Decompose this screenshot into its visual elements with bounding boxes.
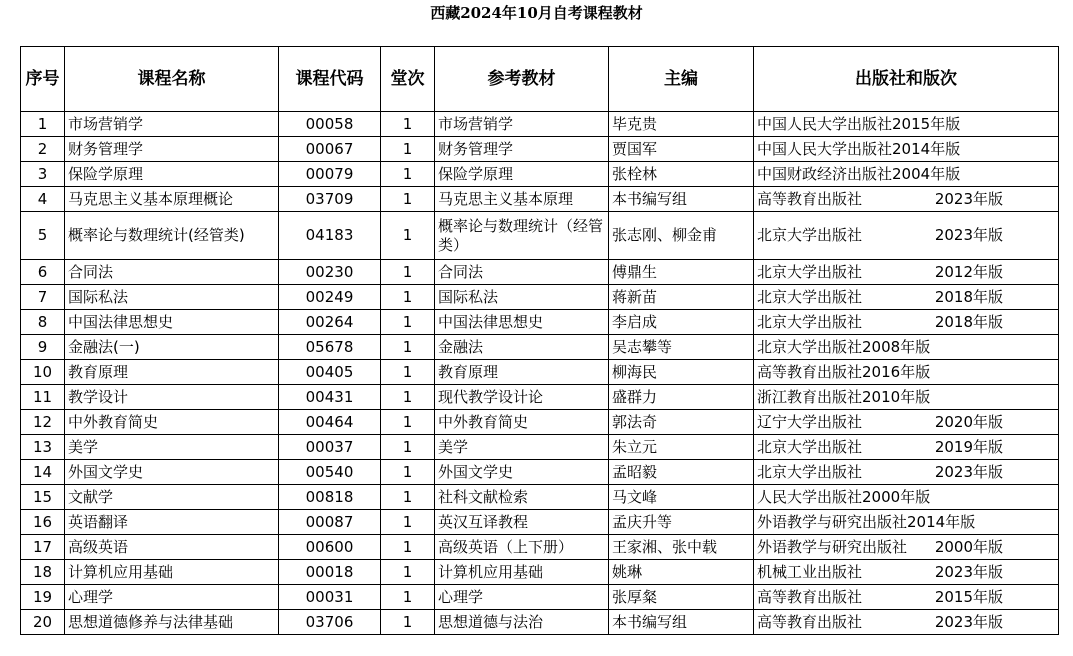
table-row bbox=[21, 162, 1059, 187]
table-body bbox=[21, 112, 1059, 635]
publisher-name: 北京大学出版社 bbox=[757, 462, 863, 481]
publisher-edition bbox=[757, 165, 1055, 184]
table-row bbox=[21, 435, 1059, 460]
cell-book: 概率论与数理统计（经管类） bbox=[435, 212, 609, 260]
cell-session: 1 bbox=[381, 285, 435, 310]
cell-editor: 王家湘、张中载 bbox=[609, 535, 754, 560]
publisher-edition bbox=[757, 413, 1055, 432]
cell-no: 16 bbox=[21, 510, 65, 535]
cell-no: 15 bbox=[21, 485, 65, 510]
publisher-name: 中国财政经济出版社 bbox=[757, 164, 893, 183]
table-row bbox=[21, 560, 1059, 585]
table-row bbox=[21, 112, 1059, 137]
cell-book: 中外教育简史 bbox=[435, 410, 609, 435]
table-row bbox=[21, 260, 1059, 285]
cell-no: 18 bbox=[21, 560, 65, 585]
cell-editor: 张厚粲 bbox=[609, 585, 754, 610]
cell-publisher bbox=[754, 385, 1059, 410]
publisher-name: 中国人民大学出版社 bbox=[757, 114, 893, 133]
cell-editor: 郭法奇 bbox=[609, 410, 754, 435]
table-row bbox=[21, 137, 1059, 162]
cell-code: 00431 bbox=[279, 385, 381, 410]
cell-code: 00405 bbox=[279, 360, 381, 385]
header-course: 课程名称 bbox=[65, 47, 279, 112]
cell-no: 17 bbox=[21, 535, 65, 560]
cell-publisher bbox=[754, 137, 1059, 162]
cell-course: 英语翻译 bbox=[65, 510, 279, 535]
edition-year: 2023年版 bbox=[934, 562, 1003, 581]
edition-year: 2000年版 bbox=[934, 537, 1003, 556]
cell-course: 概率论与数理统计(经管类) bbox=[65, 212, 279, 260]
cell-publisher bbox=[754, 285, 1059, 310]
cell-code: 00264 bbox=[279, 310, 381, 335]
cell-book: 英汉互译教程 bbox=[435, 510, 609, 535]
edition-year: 2014年版 bbox=[907, 512, 976, 531]
cell-book: 教育原理 bbox=[435, 360, 609, 385]
cell-course: 思想道德修养与法律基础 bbox=[65, 610, 279, 635]
publisher-edition bbox=[757, 563, 1055, 582]
publisher-name: 北京大学出版社 bbox=[757, 312, 863, 331]
cell-editor: 李启成 bbox=[609, 310, 754, 335]
publisher-edition bbox=[757, 488, 1055, 507]
header-row bbox=[21, 47, 1059, 112]
publisher-name: 外语教学与研究出版社 bbox=[757, 537, 908, 556]
publisher-edition bbox=[757, 288, 1055, 307]
table-row bbox=[21, 585, 1059, 610]
cell-session: 1 bbox=[381, 460, 435, 485]
cell-course: 美学 bbox=[65, 435, 279, 460]
cell-book: 社科文献检索 bbox=[435, 485, 609, 510]
cell-session: 1 bbox=[381, 360, 435, 385]
publisher-edition bbox=[757, 463, 1055, 482]
publisher-edition bbox=[757, 613, 1055, 632]
cell-editor: 马文峰 bbox=[609, 485, 754, 510]
cell-course: 马克思主义基本原理概论 bbox=[65, 187, 279, 212]
publisher-edition bbox=[757, 538, 1055, 557]
publisher-name: 高等教育出版社 bbox=[757, 189, 863, 208]
cell-no: 7 bbox=[21, 285, 65, 310]
cell-course: 教育原理 bbox=[65, 360, 279, 385]
cell-no: 11 bbox=[21, 385, 65, 410]
publisher-edition bbox=[757, 263, 1055, 282]
cell-session: 1 bbox=[381, 212, 435, 260]
cell-session: 1 bbox=[381, 260, 435, 285]
table-row bbox=[21, 460, 1059, 485]
cell-course: 市场营销学 bbox=[65, 112, 279, 137]
cell-no: 5 bbox=[21, 212, 65, 260]
edition-year: 2004年版 bbox=[892, 164, 961, 183]
textbook-table bbox=[20, 46, 1059, 635]
cell-publisher bbox=[754, 360, 1059, 385]
cell-course: 外国文学史 bbox=[65, 460, 279, 485]
cell-book: 保险学原理 bbox=[435, 162, 609, 187]
cell-code: 00230 bbox=[279, 260, 381, 285]
table-row bbox=[21, 360, 1059, 385]
cell-code: 04183 bbox=[279, 212, 381, 260]
table-row bbox=[21, 610, 1059, 635]
publisher-edition bbox=[757, 190, 1055, 209]
cell-no: 20 bbox=[21, 610, 65, 635]
cell-no: 2 bbox=[21, 137, 65, 162]
cell-publisher bbox=[754, 162, 1059, 187]
publisher-name: 北京大学出版社 bbox=[757, 262, 863, 281]
cell-editor: 姚琳 bbox=[609, 560, 754, 585]
cell-publisher bbox=[754, 435, 1059, 460]
cell-course: 教学设计 bbox=[65, 385, 279, 410]
cell-session: 1 bbox=[381, 610, 435, 635]
publisher-name: 机械工业出版社 bbox=[757, 562, 863, 581]
cell-editor: 柳海民 bbox=[609, 360, 754, 385]
edition-year: 2015年版 bbox=[892, 114, 961, 133]
cell-course: 保险学原理 bbox=[65, 162, 279, 187]
cell-code: 03709 bbox=[279, 187, 381, 212]
header-publisher: 出版社和版次 bbox=[754, 47, 1059, 112]
publisher-name: 辽宁大学出版社 bbox=[757, 412, 863, 431]
cell-code: 00540 bbox=[279, 460, 381, 485]
cell-session: 1 bbox=[381, 112, 435, 137]
cell-session: 1 bbox=[381, 162, 435, 187]
cell-code: 00018 bbox=[279, 560, 381, 585]
cell-publisher bbox=[754, 212, 1059, 260]
cell-course: 心理学 bbox=[65, 585, 279, 610]
edition-year: 2012年版 bbox=[934, 262, 1003, 281]
table-row bbox=[21, 410, 1059, 435]
cell-session: 1 bbox=[381, 485, 435, 510]
cell-code: 00037 bbox=[279, 435, 381, 460]
cell-book: 外国文学史 bbox=[435, 460, 609, 485]
cell-book: 中国法律思想史 bbox=[435, 310, 609, 335]
publisher-name: 北京大学出版社 bbox=[757, 287, 863, 306]
cell-code: 00818 bbox=[279, 485, 381, 510]
edition-year: 2023年版 bbox=[934, 462, 1003, 481]
edition-year: 2023年版 bbox=[934, 612, 1003, 631]
publisher-name: 外语教学与研究出版社 bbox=[757, 512, 908, 531]
cell-code: 00249 bbox=[279, 285, 381, 310]
edition-year: 2018年版 bbox=[934, 312, 1003, 331]
cell-publisher bbox=[754, 310, 1059, 335]
publisher-name: 中国人民大学出版社 bbox=[757, 139, 893, 158]
header-session: 堂次 bbox=[381, 47, 435, 112]
cell-session: 1 bbox=[381, 510, 435, 535]
edition-year: 2016年版 bbox=[862, 362, 931, 381]
cell-no: 1 bbox=[21, 112, 65, 137]
page-title: 西藏2024年10月自考课程教材 bbox=[430, 4, 643, 22]
cell-code: 00079 bbox=[279, 162, 381, 187]
cell-session: 1 bbox=[381, 335, 435, 360]
cell-course: 财务管理学 bbox=[65, 137, 279, 162]
cell-editor: 本书编写组 bbox=[609, 610, 754, 635]
cell-code: 00067 bbox=[279, 137, 381, 162]
cell-session: 1 bbox=[381, 310, 435, 335]
cell-no: 8 bbox=[21, 310, 65, 335]
cell-book: 心理学 bbox=[435, 585, 609, 610]
cell-code: 00464 bbox=[279, 410, 381, 435]
table-row bbox=[21, 535, 1059, 560]
cell-course: 高级英语 bbox=[65, 535, 279, 560]
publisher-name: 高等教育出版社 bbox=[757, 362, 863, 381]
cell-course: 中外教育简史 bbox=[65, 410, 279, 435]
cell-course: 计算机应用基础 bbox=[65, 560, 279, 585]
cell-book: 合同法 bbox=[435, 260, 609, 285]
cell-book: 美学 bbox=[435, 435, 609, 460]
publisher-edition bbox=[757, 338, 1055, 357]
cell-editor: 孟庆升等 bbox=[609, 510, 754, 535]
header-editor: 主编 bbox=[609, 47, 754, 112]
cell-session: 1 bbox=[381, 435, 435, 460]
publisher-name: 北京大学出版社 bbox=[757, 226, 863, 244]
publisher-edition bbox=[757, 363, 1055, 382]
edition-year: 2014年版 bbox=[892, 139, 961, 158]
cell-course: 国际私法 bbox=[65, 285, 279, 310]
table-row bbox=[21, 385, 1059, 410]
table-row bbox=[21, 310, 1059, 335]
publisher-edition bbox=[757, 438, 1055, 457]
edition-year: 2000年版 bbox=[862, 487, 931, 506]
table-row bbox=[21, 285, 1059, 310]
cell-book: 思想道德与法治 bbox=[435, 610, 609, 635]
cell-code: 03706 bbox=[279, 610, 381, 635]
cell-code: 00058 bbox=[279, 112, 381, 137]
cell-no: 12 bbox=[21, 410, 65, 435]
publisher-name: 浙江教育出版社 bbox=[757, 387, 863, 406]
cell-publisher bbox=[754, 460, 1059, 485]
edition-year: 2019年版 bbox=[934, 437, 1003, 456]
cell-publisher bbox=[754, 485, 1059, 510]
cell-session: 1 bbox=[381, 187, 435, 212]
header-no: 序号 bbox=[21, 47, 65, 112]
table-row bbox=[21, 335, 1059, 360]
table-row bbox=[21, 510, 1059, 535]
cell-editor: 孟昭毅 bbox=[609, 460, 754, 485]
cell-session: 1 bbox=[381, 385, 435, 410]
publisher-edition bbox=[757, 226, 1055, 245]
cell-book: 金融法 bbox=[435, 335, 609, 360]
cell-session: 1 bbox=[381, 535, 435, 560]
cell-session: 1 bbox=[381, 410, 435, 435]
cell-editor: 本书编写组 bbox=[609, 187, 754, 212]
edition-year: 2010年版 bbox=[862, 387, 931, 406]
cell-publisher bbox=[754, 335, 1059, 360]
cell-publisher bbox=[754, 560, 1059, 585]
cell-publisher bbox=[754, 585, 1059, 610]
cell-publisher bbox=[754, 260, 1059, 285]
cell-editor: 吴志攀等 bbox=[609, 335, 754, 360]
cell-no: 3 bbox=[21, 162, 65, 187]
cell-book: 现代教学设计论 bbox=[435, 385, 609, 410]
edition-year: 2015年版 bbox=[934, 587, 1003, 606]
edition-year: 2018年版 bbox=[934, 287, 1003, 306]
publisher-name: 人民大学出版社 bbox=[757, 487, 863, 506]
publisher-edition bbox=[757, 313, 1055, 332]
cell-editor: 毕克贵 bbox=[609, 112, 754, 137]
cell-editor: 朱立元 bbox=[609, 435, 754, 460]
publisher-name: 北京大学出版社 bbox=[757, 437, 863, 456]
cell-course: 金融法(一) bbox=[65, 335, 279, 360]
cell-course: 中国法律思想史 bbox=[65, 310, 279, 335]
publisher-edition bbox=[757, 513, 1055, 532]
cell-course: 合同法 bbox=[65, 260, 279, 285]
table-row bbox=[21, 187, 1059, 212]
publisher-name: 高等教育出版社 bbox=[757, 587, 863, 606]
cell-publisher bbox=[754, 112, 1059, 137]
cell-publisher bbox=[754, 410, 1059, 435]
cell-no: 14 bbox=[21, 460, 65, 485]
edition-year: 2023年版 bbox=[934, 226, 1003, 244]
edition-year: 2008年版 bbox=[862, 337, 931, 356]
cell-code: 00600 bbox=[279, 535, 381, 560]
cell-editor: 盛群力 bbox=[609, 385, 754, 410]
table-row bbox=[21, 485, 1059, 510]
cell-no: 9 bbox=[21, 335, 65, 360]
cell-publisher bbox=[754, 187, 1059, 212]
publisher-edition bbox=[757, 588, 1055, 607]
cell-editor: 傅鼎生 bbox=[609, 260, 754, 285]
cell-book: 马克思主义基本原理 bbox=[435, 187, 609, 212]
cell-no: 6 bbox=[21, 260, 65, 285]
cell-code: 00087 bbox=[279, 510, 381, 535]
cell-book: 市场营销学 bbox=[435, 112, 609, 137]
edition-year: 2020年版 bbox=[934, 412, 1003, 431]
cell-publisher bbox=[754, 510, 1059, 535]
publisher-name: 北京大学出版社 bbox=[757, 337, 863, 356]
header-book: 参考教材 bbox=[435, 47, 609, 112]
cell-no: 19 bbox=[21, 585, 65, 610]
table-row bbox=[21, 212, 1059, 260]
cell-book: 国际私法 bbox=[435, 285, 609, 310]
cell-book: 计算机应用基础 bbox=[435, 560, 609, 585]
cell-no: 10 bbox=[21, 360, 65, 385]
cell-publisher bbox=[754, 610, 1059, 635]
publisher-name: 高等教育出版社 bbox=[757, 612, 863, 631]
header-code: 课程代码 bbox=[279, 47, 381, 112]
cell-no: 13 bbox=[21, 435, 65, 460]
cell-session: 1 bbox=[381, 585, 435, 610]
cell-editor: 张志刚、柳金甫 bbox=[609, 212, 754, 260]
cell-book: 高级英语（上下册） bbox=[435, 535, 609, 560]
publisher-edition bbox=[757, 115, 1055, 134]
publisher-edition bbox=[757, 388, 1055, 407]
cell-book: 财务管理学 bbox=[435, 137, 609, 162]
cell-code: 00031 bbox=[279, 585, 381, 610]
cell-course: 文献学 bbox=[65, 485, 279, 510]
cell-editor: 贾国军 bbox=[609, 137, 754, 162]
publisher-edition bbox=[757, 140, 1055, 159]
cell-session: 1 bbox=[381, 560, 435, 585]
edition-year: 2023年版 bbox=[934, 189, 1003, 208]
cell-publisher bbox=[754, 535, 1059, 560]
cell-code: 05678 bbox=[279, 335, 381, 360]
cell-editor: 蒋新苗 bbox=[609, 285, 754, 310]
cell-no: 4 bbox=[21, 187, 65, 212]
cell-editor: 张栓林 bbox=[609, 162, 754, 187]
cell-session: 1 bbox=[381, 137, 435, 162]
